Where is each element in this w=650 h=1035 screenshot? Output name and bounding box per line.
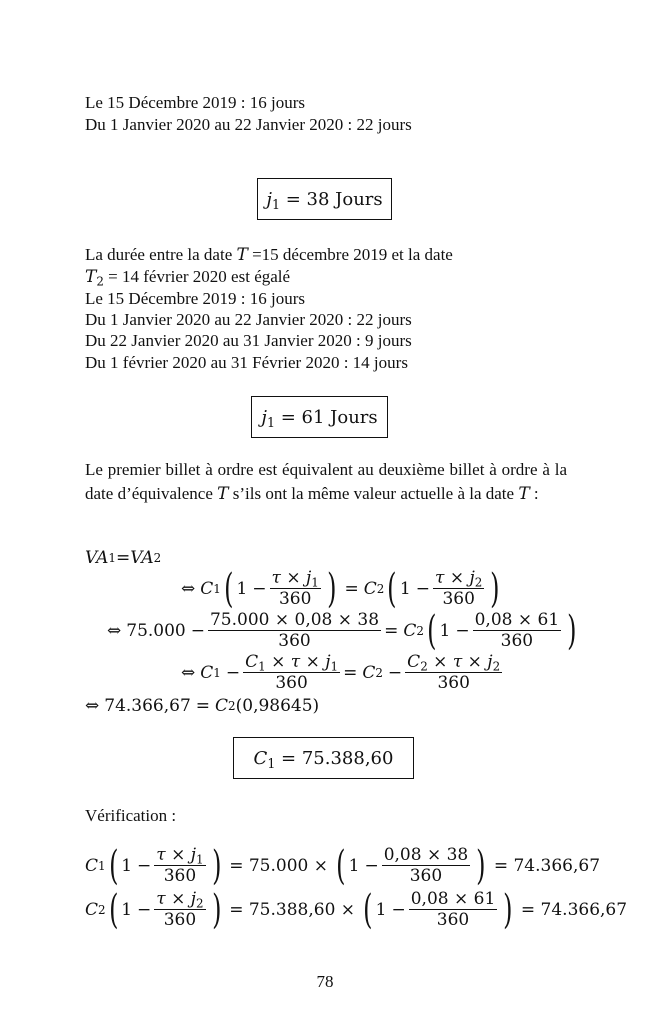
result-box-c1: $C_1 = 75.388,60$ bbox=[233, 737, 414, 779]
duree-line-2: $T_2 = 14$ février 2020 est égalé bbox=[85, 267, 291, 289]
verification-line-2: C 2 ( 1 − $\frac{\tau \times j_2}{360}$ ) = 75.388,60 × ( 1 − $\frac{0,08 \times 61}{360}$ ) = 74.366,67 bbox=[85, 886, 628, 933]
duree-item-4: Du 1 février 2020 au 31 Février 2020 : 14 jours bbox=[85, 353, 408, 372]
equation-3: ⇔ C 1 − $\frac{C_1 \times \tau \times j_1}{360}$ = C 2 − $\frac{C_2 \times \tau \times j_2}{360}$ bbox=[181, 652, 501, 693]
verification-title: Vérification : bbox=[85, 806, 177, 825]
equivalence-paragraph: Le premier billet à ordre est équivalent au deuxième billet à ordre à la date d’équivalence T s’ils ont la même valeur actuelle à la date T : bbox=[85, 460, 567, 504]
box1-var: j bbox=[266, 188, 272, 210]
equation-1: ⇔ C 1 ( 1 − $\frac{\tau \times j_1}{360}$ ) = C 2 ( 1 − $\frac{\tau \times j_2}{360}$ ) bbox=[181, 565, 500, 612]
result-box-j1-61: $j_1 = 61$ Jours bbox=[251, 396, 388, 438]
result-box-j1-38 bbox=[257, 178, 392, 220]
page-number: 78 bbox=[316, 972, 334, 991]
duree-item-2: Du 1 Janvier 2020 au 22 Janvier 2020 : 22 jours bbox=[85, 310, 412, 329]
intro-line-1: Le 15 Décembre 2019 : 16 jours bbox=[85, 93, 305, 112]
equation-va: VA 1 = VA 2 bbox=[85, 548, 162, 568]
duree-line-1: La durée entre la date T =15 décembre 2019 et la date bbox=[85, 245, 453, 265]
verification-line-1: C 1 ( 1 − $\frac{\tau \times j_1}{360}$ ) = 75.000 × ( 1 − $\frac{0,08 \times 38}{360}$ ) = 74.366,67 bbox=[85, 842, 601, 889]
equation-2: ⇔ 75.000 − $\frac{75.000 \times 0,08 \times 38}{360}$ = C 2 ( 1 − $\frac{0,08 \times 61}{360}$ ) bbox=[107, 607, 577, 654]
box1-eq: = 38 Jours bbox=[279, 188, 383, 210]
intro-line-2: Du 1 Janvier 2020 au 22 Janvier 2020 : 22 jours bbox=[85, 115, 412, 134]
box1-sub: 1 bbox=[271, 196, 280, 212]
duree-item-3: Du 22 Janvier 2020 au 31 Janvier 2020 : 9 jours bbox=[85, 331, 412, 350]
equation-4: ⇔ 74.366,67 = C 2 (0,98645) bbox=[85, 696, 320, 716]
duree-item-1: Le 15 Décembre 2019 : 16 jours bbox=[85, 289, 305, 308]
